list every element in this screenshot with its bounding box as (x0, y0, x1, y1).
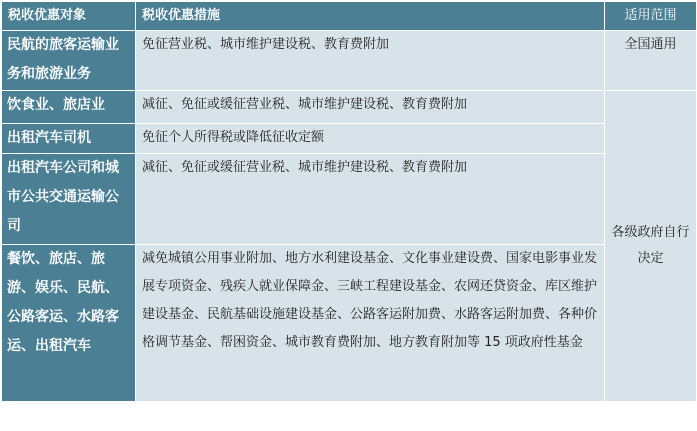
row-measure: 减征、免征或缓征营业税、城市维护建设税、教育费附加 (136, 91, 605, 124)
row-object: 民航的旅客运输业务和旅游业务 (2, 31, 136, 91)
header-object: 税收优惠对象 (2, 2, 136, 31)
table-row (2, 124, 697, 154)
table-row (2, 31, 697, 91)
row-object: 餐饮、旅店、旅游、娱乐、民航、公路客运、水路客运、出租汽车 (2, 245, 136, 402)
header-row (2, 2, 697, 31)
row-object: 出租汽车公司和城市公共交通运输公司 (2, 154, 136, 245)
table-row (2, 91, 697, 124)
row-object: 饮食业、旅店业 (2, 91, 136, 124)
header-measure: 税收优惠措施 (136, 2, 605, 31)
header-scope: 适用范围 (605, 2, 697, 31)
row-object: 出租汽车司机 (2, 124, 136, 154)
table-row (2, 245, 697, 402)
merged-scope-cell: 各级政府自行决定 (605, 91, 697, 402)
row-measure: 免征个人所得税或降低征收定额 (136, 124, 605, 154)
row-measure: 免征营业税、城市维护建设税、教育费附加 (136, 31, 605, 91)
tax-preference-table (1, 1, 697, 402)
row-scope: 全国通用 (605, 31, 697, 91)
row-measure: 减免城镇公用事业附加、地方水利建设基金、文化事业建设费、国家电影事业发展专项资金、残疾人就业保障金、三峡工程建设基金、农网还贷资金、库区维护建设基金、民航基础设施建设基金、公路客运附加费、水路客运附加费、各种价格调节基金、帮困资金、城市教育费附加、地方教育附加等 15 项政府性基金 (136, 245, 605, 402)
row-measure: 减征、免征或缓征营业税、城市维护建设税、教育费附加 (136, 154, 605, 245)
table-row (2, 154, 697, 245)
